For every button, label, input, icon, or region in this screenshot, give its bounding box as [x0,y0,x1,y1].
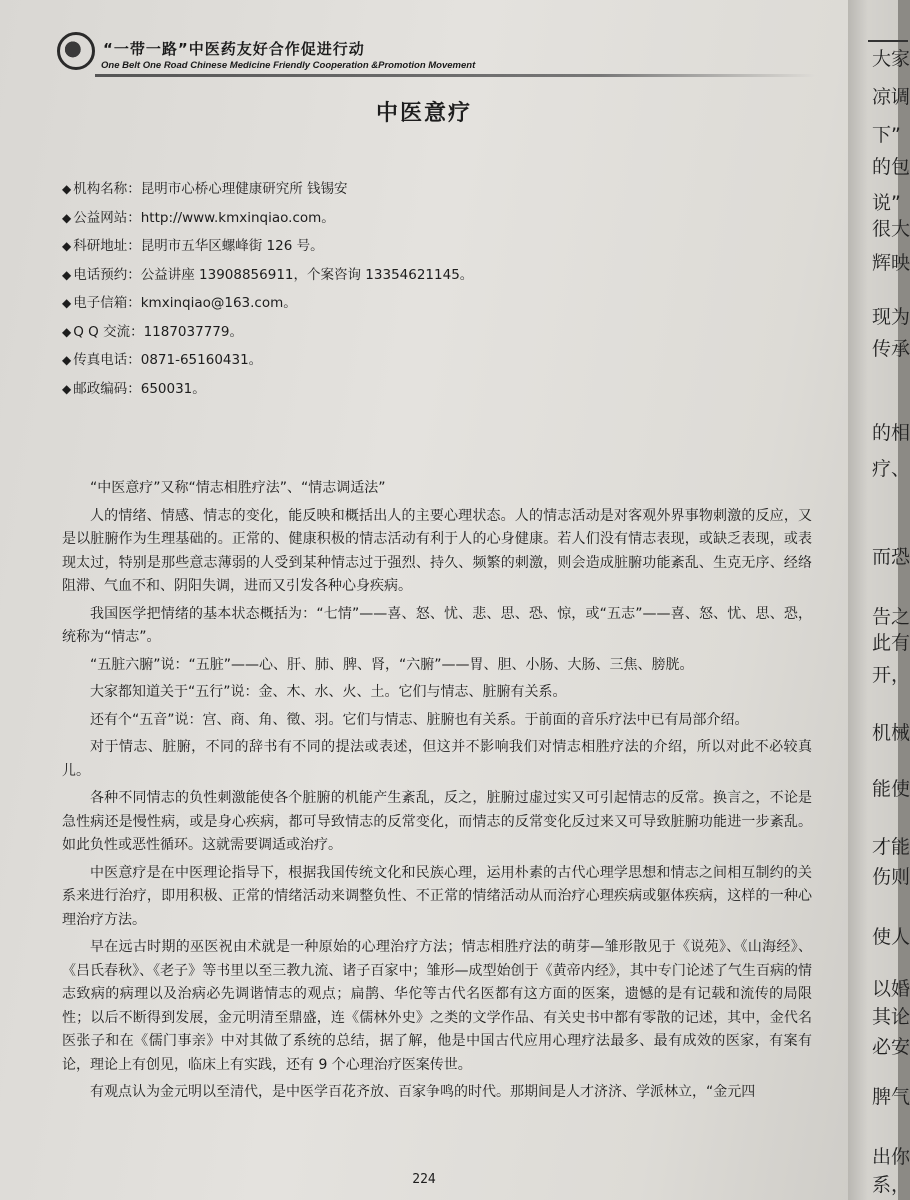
body-paragraph: 中医意疗是在中医理论指导下，根据我国传统文化和民族心理，运用朴素的古代心理学思想和情志之间相互制约的关系来进行治疗，即用积极、正常的情绪活动来调整负性、不正常的情绪活动从而治疗心理疾病或躯体疾病，这样的一种心理治疗方法。 [62,864,812,928]
facing-page-text: 的包 [872,156,910,178]
body-paragraph: “中医意疗”又称“情志相胜疗法”、“情志调适法” [90,480,386,496]
facing-page-text: 说” [872,192,901,214]
facing-page-text: 的相 [872,422,910,444]
body-paragraph: 大家都知道关于“五行”说：金、木、水、火、土。它们与情志、脏腑有关系。 [90,684,567,700]
contact-text: 传真电话：0871-65160431。 [73,352,263,368]
facing-page-text: 必安 [872,1036,910,1058]
facing-page-text: 机械 [872,722,910,744]
contact-text: 机构名称：昆明市心桥心理健康研究所 钱锡安 [73,181,348,197]
diamond-bullet-icon: ◆ [62,210,72,225]
facing-page-text: 告之 [872,606,910,628]
facing-page-edge [848,0,910,1200]
facing-page-text: 开， [872,664,910,686]
contact-text: 电话预约：公益讲座 13908856911，个案咨询 13354621145。 [73,266,474,283]
facing-page-text: 此有 [872,632,910,654]
facing-page-text: 能使 [872,778,910,800]
facing-page-text: 系， [872,1174,910,1196]
diamond-bullet-icon: ◆ [62,324,72,339]
facing-page-text: 疗、 [872,458,910,480]
contact-row [62,261,662,290]
header-title-cn: “一带一路”中医药友好合作促进行动 [103,40,365,58]
facing-page-text: 以婚 [872,978,910,1000]
body-paragraph: 早在远古时期的巫医祝由术就是一种原始的心理治疗方法；情志相胜疗法的萌芽—雏形散见于《说苑》、《山海经》、《吕氏春秋》、《老子》等书里以至三教九流、诸子百家中；雏形—成型始创于《黄帝内经》，其中专门论述了气生百病的情志致病的病理以及治病必先调谐情志的观点；扁鹊、华佗等古代名医都有这方面的医案，遗憾的是有记载和流传的局限性；以后不断得到发展，金元明清至鼎盛，连《儒林外史》之类的文学作品、有关史书中都有零散的记述，其中，金代名医张子和在《儒门事亲》中对其做了系统的总结，据了解，他是中国古代应用心理疗法最多、最有成效的医家，有案有论，理论上有创见，临床上有实践，还有 9 个心理治疗医案传世。 [62,939,812,1073]
body-paragraph: 有观点认为金元明以至清代，是中医学百花齐放、百家争鸣的时代。那期间是人才济济、学派林立，“金元四 [90,1084,756,1100]
diamond-bullet-icon: ◆ [62,239,72,253]
organization-logo-icon [57,32,95,70]
facing-page-text: 伤则 [872,866,910,888]
facing-page-text: 下” [872,124,901,146]
contact-text: 邮政编码：650031。 [73,380,206,397]
body-paragraph: 还有个“五音”说：宫、商、角、徵、羽。它们与情志、脏腑也有关系。于前面的音乐疗法中已有局部介绍。 [90,711,749,728]
contact-text: Q Q 交流：1187037779。 [73,323,243,340]
diamond-bullet-icon: ◆ [62,353,72,367]
facing-page-text: 脾气 [872,1086,910,1108]
contact-row [62,346,662,375]
diamond-bullet-icon: ◆ [62,296,72,310]
contact-row [62,289,662,318]
page-number: 224 [412,1172,436,1187]
contact-text: 公益网站：http://www.kmxinqiao.com。 [73,209,335,226]
facing-page-text: 而恐 [872,546,910,568]
header-title-en: One Belt One Road Chinese Medicine Friendly Cooperation &Promotion Movement [101,60,476,71]
page-title: 中医意疗 [375,101,472,126]
facing-page-text: 大家 [872,48,910,70]
facing-page-text: 很大 [872,218,910,240]
article-body [62,477,812,1109]
facing-page-text: 其论 [872,1006,910,1028]
facing-page-text: 现为 [872,306,910,328]
body-paragraph: 人的情绪、情感、情志的变化，能反映和概括出人的主要心理状态。人的情志活动是对客观外界事物刺激的反应，又是以脏腑作为生理基础的。正常的、健康积极的情志活动有利于人的心身健康。若人们没有情志表现，或缺乏表现，或表现太过，特别是那些意志薄弱的人受到某种情志过于强烈、持久、频繁的刺激，则会造成脏腑功能紊乱、生克无序、经络阻滞、气血不和、阴阳失调，进而又引发各种心身疾病。 [62,507,812,594]
contact-text: 科研地址：昆明市五华区螺峰街 126 号。 [73,238,324,254]
body-paragraph: 我国医学把情绪的基本状态概括为：“七情”——喜、怒、忧、悲、思、恐、惊，或“五志”——喜、怒、忧、思、恐，统称为“情志”。 [62,605,812,645]
contact-row [62,175,662,204]
facing-page-text: 出你 [872,1146,910,1168]
facing-page-rule [868,40,908,42]
contact-list [62,175,662,403]
contact-row [62,232,662,261]
body-paragraph: 对于情志、脏腑，不同的辞书有不同的提法或表述，但这并不影响我们对情志相胜疗法的介绍，所以对此不必较真儿。 [62,739,812,779]
body-paragraph: “五脏六腑”说：“五脏”——心、肝、肺、脾、肾，“六腑”——胃、胆、小肠、大肠、三焦、膀胱。 [90,656,694,673]
contact-row [62,375,662,404]
contact-row [62,318,662,347]
header-rule [95,74,815,77]
contact-row [62,204,662,233]
diamond-bullet-icon: ◆ [62,182,72,196]
facing-page-text: 传承 [872,338,910,360]
contact-text: 电子信箱：kmxinqiao@163.com。 [73,295,297,311]
page-header [55,28,815,78]
facing-page-text: 凉调 [872,86,910,108]
facing-page-text: 使人 [872,926,910,948]
facing-page-text: 辉映 [872,252,910,274]
facing-page-text: 才能 [872,836,910,858]
body-paragraph: 各种不同情志的负性刺激能使各个脏腑的机能产生紊乱，反之，脏腑过虚过实又可引起情志的反常。换言之，不论是急性病还是慢性病，或是身心疾病，都可导致情志的反常变化，而情志的反常变化反过来又可导致脏腑功能进一步紊乱。如此负性或恶性循环。这就需要调适或治疗。 [62,790,812,853]
diamond-bullet-icon: ◆ [62,381,72,396]
diamond-bullet-icon: ◆ [62,267,72,282]
